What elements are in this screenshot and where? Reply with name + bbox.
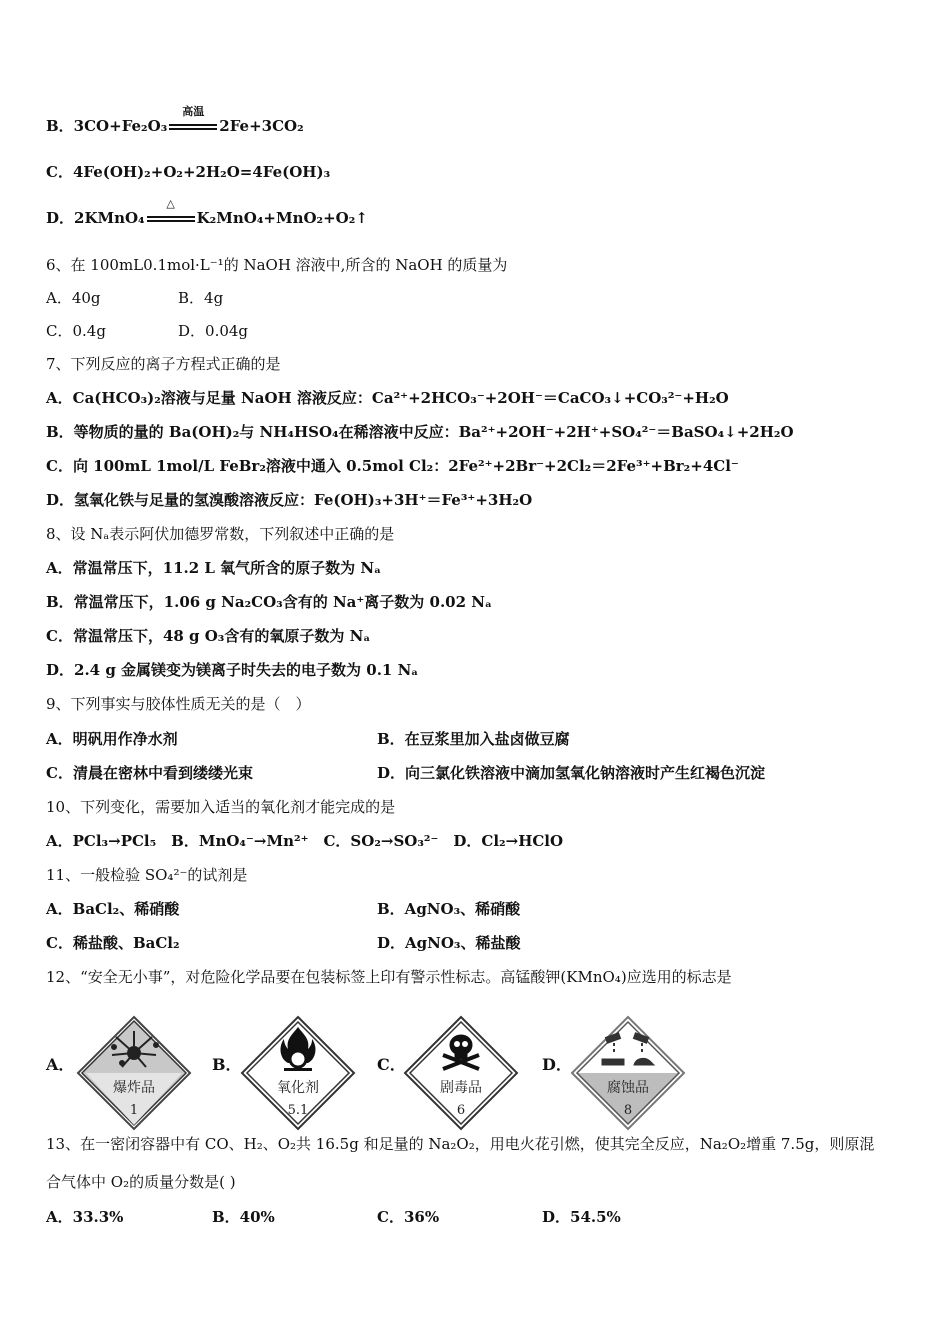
oxidizer-hazard-sign	[240, 1015, 356, 1131]
q6-option-c: C．0.4g	[46, 322, 106, 340]
sign-a-name: 爆炸品	[113, 1080, 155, 1096]
q8-option-c: C．常温常压下，48 g O₃含有的氧原子数为 Nₐ	[46, 627, 371, 645]
q9-option-c: C．清晨在密林中看到缕缕光束	[46, 764, 253, 782]
q10-options: A．PCl₃→PCl₅ B．MnO₄⁻→Mn²⁺ C．SO₂→SO₃²⁻ D．Cl₂→HClO	[46, 832, 564, 850]
q5-option-c: C．4Fe(OH)₂+O₂+2H₂O=4Fe(OH)₃	[46, 163, 331, 181]
q9-option-b: B．在豆浆里加入盐卤做豆腐	[377, 730, 570, 748]
q5-b-equals-sign	[167, 105, 219, 136]
q5-d-condition: △	[166, 197, 175, 210]
q6-stem: 6、在 100mL0.1mol·L⁻¹的 NaOH 溶液中,所含的 NaOH 的质量为	[46, 256, 508, 274]
q13-option-a: A．33.3%	[46, 1208, 124, 1226]
sign-c-num: 6	[456, 1103, 466, 1118]
q6-option-d: D．0.04g	[178, 322, 249, 340]
explosive-hazard-sign	[76, 1015, 192, 1131]
q7-stem: 7、下列反应的离子方程式正确的是	[46, 355, 281, 373]
sign-d-name: 腐蚀品	[607, 1080, 649, 1096]
q11-option-b: B．AgNO₃、稀硝酸	[377, 900, 521, 918]
sign-a-num: 1	[129, 1103, 139, 1118]
q8-option-b: B．常温常压下，1.06 g Na₂CO₃含有的 Na⁺离子数为 0.02 Nₐ	[46, 593, 492, 611]
q5-option-d	[46, 197, 368, 228]
q9-option-d: D．向三氯化铁溶液中滴加氢氧化钠溶液时产生红褐色沉淀	[377, 764, 766, 782]
q5-b-suffix: 2Fe+3CO₂	[219, 117, 304, 135]
q12-stem: 12、“安全无小事”，对危险化学品要在包装标签上印有警示性标志。高锰酸钾(KMnO₄)应选用的标志是	[46, 968, 732, 986]
q12-sign-b-letter: B．	[212, 1055, 242, 1074]
q7-option-d: D．氢氧化铁与足量的氢溴酸溶液反应：Fe(OH)₃+3H⁺＝Fe³⁺+3H₂O	[46, 491, 533, 509]
q11-stem: 11、一般检验 SO₄²⁻的试剂是	[46, 866, 248, 884]
q7-option-b: B．等物质的量的 Ba(OH)₂与 NH₄HSO₄在稀溶液中反应：Ba²⁺+2OH⁻+2H⁺+SO₄²⁻＝BaSO₄↓+2H₂O	[46, 423, 794, 441]
q12-sign-d-letter: D．	[542, 1055, 572, 1074]
q5-d-suffix: K₂MnO₄+MnO₂+O₂↑	[196, 209, 368, 227]
q13-stem-line1: 13、在一密闭容器中有 CO、H₂、O₂共 16.5g 和足量的 Na₂O₂，用电火花引燃，使其完全反应，Na₂O₂增重 7.5g，则原混	[46, 1135, 875, 1153]
q13-option-b: B．40%	[212, 1208, 275, 1226]
q5-b-condition: 高温	[182, 105, 205, 118]
q9-option-a: A．明矾用作净水剂	[46, 730, 178, 748]
q5-option-b	[46, 105, 304, 136]
q6-option-a: A．40g	[46, 289, 101, 307]
q7-option-c: C．向 100mL 1mol/L FeBr₂溶液中通入 0.5mol Cl₂：2Fe²⁺+2Br⁻+2Cl₂＝2Fe³⁺+Br₂+4Cl⁻	[46, 457, 739, 475]
q6-option-b: B．4g	[178, 289, 224, 307]
q7-option-a: A．Ca(HCO₃)₂溶液与足量 NaOH 溶液反应：Ca²⁺+2HCO₃⁻+2OH⁻＝CaCO₃↓+CO₃²⁻+H₂O	[46, 389, 729, 407]
q8-stem: 8、设 Nₐ表示阿伏加德罗常数，下列叙述中正确的是	[46, 525, 395, 543]
q11-option-a: A．BaCl₂、稀硝酸	[46, 900, 180, 918]
q8-option-a: A．常温常压下，11.2 L 氧气所含的原子数为 Nₐ	[46, 559, 382, 577]
q13-stem-line2: 合气体中 O₂的质量分数是( )	[46, 1173, 236, 1191]
q12-sign-c-letter: C．	[377, 1055, 406, 1074]
corrosive-hazard-sign	[570, 1015, 686, 1131]
sign-d-num: 8	[623, 1103, 633, 1118]
q12-sign-a-letter: A．	[46, 1055, 75, 1074]
toxic-hazard-sign	[403, 1015, 519, 1131]
q10-stem: 10、下列变化，需要加入适当的氧化剂才能完成的是	[46, 798, 396, 816]
q13-option-c: C．36%	[377, 1208, 440, 1226]
sign-b-num: 5.1	[287, 1103, 309, 1118]
q8-option-d: D．2.4 g 金属镁变为镁离子时失去的电子数为 0.1 Nₐ	[46, 661, 419, 679]
q5-d-prefix: D．2KMnO₄	[46, 209, 145, 227]
sign-b-name: 氧化剂	[277, 1080, 319, 1096]
q9-stem: 9、下列事实与胶体性质无关的是（ ）	[46, 695, 311, 713]
q11-option-c: C．稀盐酸、BaCl₂	[46, 934, 180, 952]
q11-option-d: D．AgNO₃、稀盐酸	[377, 934, 521, 952]
q13-option-d: D．54.5%	[542, 1208, 621, 1226]
sign-c-name: 剧毒品	[440, 1080, 482, 1096]
q5-d-equals-sign	[145, 197, 197, 228]
q5-b-prefix: B．3CO+Fe₂O₃	[46, 117, 168, 135]
